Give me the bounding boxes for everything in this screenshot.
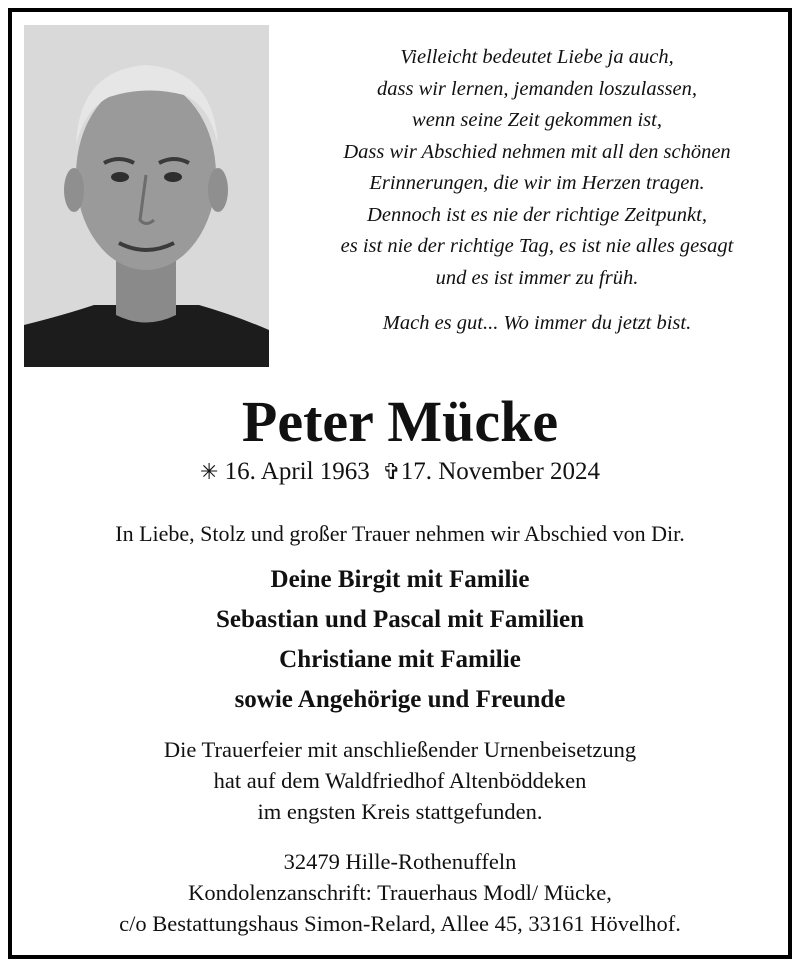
mourner-entry: Sebastian und Pascal mit Familien: [215, 606, 585, 633]
obituary-notice: [8, 8, 792, 959]
birth-star-icon: ✳: [199, 460, 219, 485]
mourners-list: [12, 560, 788, 720]
farewell-poem: [287, 42, 787, 340]
mourner-entry: sowie Angehörige und Freunde: [234, 686, 566, 713]
ceremony-line: Die Trauerfeier mit anschließender Urnenbeisetzung: [163, 737, 637, 762]
address-line: Kondolenzanschrift: Trauerhaus Modl/ Mücke,: [188, 880, 612, 905]
condolence-address: [12, 846, 788, 939]
poem-line: Vielleicht bedeutet Liebe ja auch,: [400, 46, 674, 68]
poem-line: Dennoch ist es nie der richtige Zeitpunkt,: [367, 203, 707, 226]
mourner-entry: Deine Birgit mit Familie: [270, 566, 530, 593]
farewell-intro: In Liebe, Stolz und großer Trauer nehmen wir Abschied von Dir.: [115, 521, 685, 546]
mourner-entry: Christiane mit Familie: [279, 646, 521, 673]
poem-line: Erinnerungen, die wir im Herzen tragen.: [369, 172, 705, 194]
poem-line: wenn seine Zeit gekommen ist,: [412, 109, 662, 131]
poem-line: und es ist immer zu früh.: [435, 266, 639, 289]
ceremony-info: [12, 734, 788, 827]
address-line: c/o Bestattungshaus Simon-Relard, Allee 45, 33161 Hövelhof.: [119, 911, 681, 936]
deceased-name: Peter Mücke: [241, 389, 559, 454]
ceremony-line: im engsten Kreis stattgefunden.: [257, 799, 543, 824]
birth-date: 16. April 1963: [224, 458, 370, 485]
poem-farewell: Mach es gut... Wo immer du jetzt bist.: [382, 312, 692, 334]
poem-line: Dass wir Abschied nehmen mit all den schönen: [343, 140, 731, 163]
poem-line: es ist nie der richtige Tag, es ist nie alles gesagt: [340, 235, 734, 257]
portrait-illustration: [24, 25, 269, 367]
portrait-photo: [24, 25, 269, 367]
death-cross-icon: ✞: [382, 460, 401, 485]
death-date: 17. November 2024: [400, 458, 601, 485]
poem-line: dass wir lernen, jemanden loszulassen,: [376, 77, 698, 100]
life-dates: [12, 457, 788, 488]
ceremony-line: hat auf dem Waldfriedhof Altenböddeken: [213, 768, 587, 793]
address-line: 32479 Hille-Rothenuffeln: [283, 849, 517, 874]
